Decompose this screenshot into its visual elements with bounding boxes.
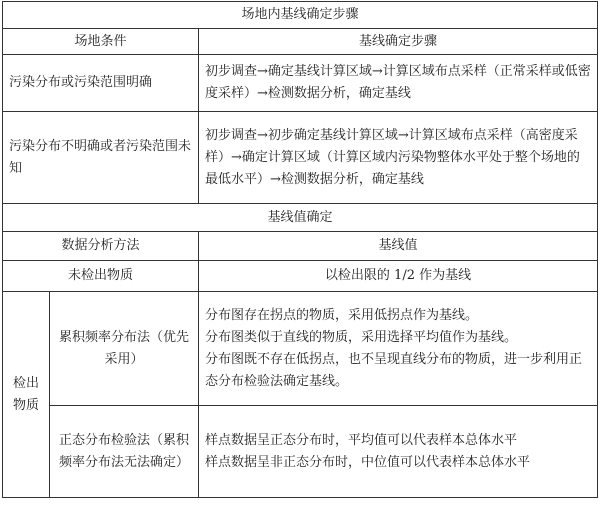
table-row (3, 112, 598, 204)
steps-cell: 初步调查→初步确定基线计算区域→计算区域布点采样（高密度采样）→确定计算区域（计算区域内污染物整体水平处于整个场地的最低水平）→检测数据分析，确定基线 (199, 112, 598, 204)
steps-header: 基线确定步骤 (199, 29, 598, 55)
value-header: 基线值 (199, 232, 598, 261)
table-row (3, 55, 598, 112)
normal-line: 样点数据呈非正态分布时，中位值可以代表样本总体水平 (205, 454, 531, 470)
cumulative-method: 累积频率分布法（优先采用） (50, 292, 199, 406)
cumulative-line: 分布图存在拐点的物质，采用低拐点作为基线。 (205, 307, 479, 323)
baseline-table (2, 1, 598, 498)
steps-cell: 初步调查→确定基线计算区域→计算区域布点采样（正常采样或低密度采样）→检测数据分析，确定基线 (199, 55, 598, 112)
undetected-value: 以检出限的 1/2 作为基线 (199, 261, 598, 292)
normal-method: 正态分布检验法（累积频率分布法无法确定） (50, 406, 199, 498)
cumulative-line: 分布图类似于直线的物质，采用选择平均值作为基线。 (205, 329, 518, 345)
normal-line: 样点数据呈正态分布时，平均值可以代表样本总体水平 (205, 432, 518, 448)
method-header: 数据分析方法 (3, 232, 199, 261)
site-condition-header: 场地条件 (3, 29, 199, 55)
condition-cell: 污染分布不明确或者污染范围未知 (3, 112, 199, 204)
cumulative-description (199, 292, 598, 406)
condition-cell: 污染分布或污染范围明确 (3, 55, 199, 112)
normal-description (199, 406, 598, 498)
detected-label: 检出物质 (3, 292, 50, 498)
undetected-label: 未检出物质 (3, 261, 199, 292)
cumulative-line: 分布图既不存在低拐点，也不呈现直线分布的物质，进一步利用正态分布检验法确定基线。 (205, 351, 583, 389)
baseline-section-title: 基线值确定 (3, 204, 598, 232)
table-title: 场地内基线确定步骤 (3, 2, 598, 29)
